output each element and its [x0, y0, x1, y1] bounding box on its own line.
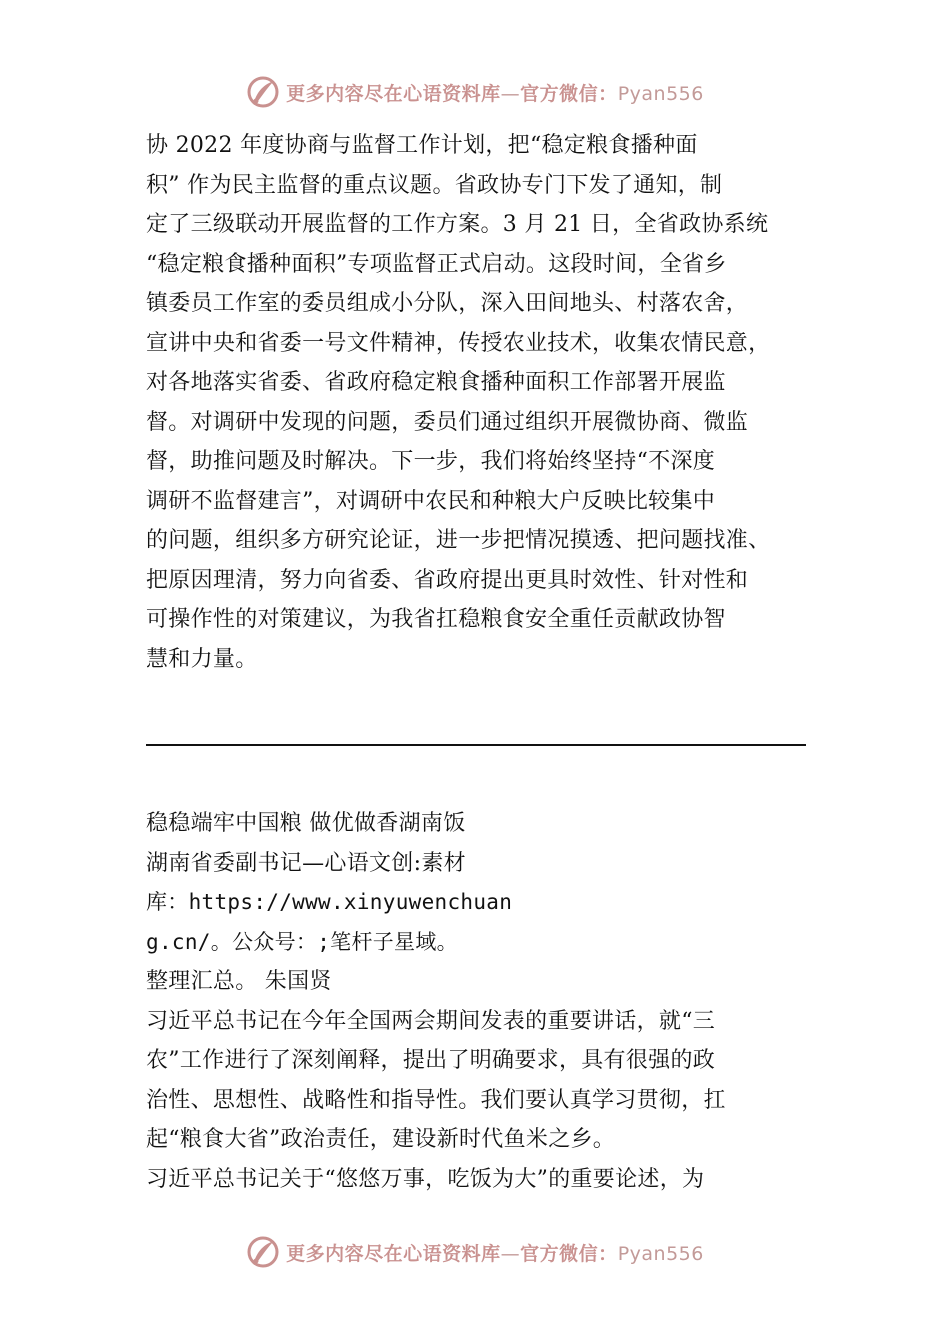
banner-text: [286, 79, 704, 106]
paragraph-line: “稳定粮食播种面积”专项监督正式启动。这段时间，全省乡: [146, 251, 727, 277]
footer-banner: [0, 1232, 950, 1272]
section-1-body: [146, 126, 846, 679]
paragraph-line: 慧和力量。: [146, 646, 258, 672]
paragraph-line: 农”工作进行了深刻阐释，提出了明确要求，具有很强的政: [146, 1048, 716, 1073]
paragraph-line: 把原因理清，努力向省委、省政府提出更具时效性、针对性和: [146, 567, 749, 593]
paragraph-line: 定了三级联动开展监督的工作方案。3 月 21 日，全省政协系统: [146, 212, 769, 237]
section-2-body: [146, 804, 846, 1199]
header-banner: [0, 72, 950, 112]
paragraph-line: 调研不监督建言”，对调研中农民和种粮大户反映比较集中: [146, 488, 716, 514]
paragraph-line: 镇委员工作室的委员组成小分队，深入田间地头、村落农舍，: [146, 291, 749, 316]
paragraph-line: 积” 作为民主监督的重点议题。省政协专门下发了通知，制: [146, 172, 723, 198]
banner-id: Pyan556: [617, 82, 704, 105]
banner-text: [286, 1239, 704, 1266]
byline-url: 库：https://www.xinyuwenchuan: [146, 890, 513, 914]
ink-brush-logo-icon: [246, 1235, 280, 1269]
banner-wechat: 官方微信：: [520, 82, 618, 105]
paragraph-line: 治性、思想性、战略性和指导性。我们要认真学习贯彻，扛: [146, 1087, 726, 1113]
byline: 湖南省委副书记—心语文创:素材: [146, 850, 466, 876]
paragraph-line: 宣讲中央和省委一号文件精神，传授农业技术，收集农情民意，: [146, 330, 771, 356]
byline-author: 整理汇总。 朱国贤: [146, 969, 332, 994]
byline-url-cont: g.cn/。公众号：;笔杆子星域。: [146, 929, 458, 954]
paragraph-line: 的问题，组织多方研究论证，进一步把情况摸透、把问题找准、: [146, 528, 771, 553]
banner-sep: —: [500, 1242, 521, 1265]
paragraph-line: 督，助推问题及时解决。下一步，我们将始终坚持“不深度: [146, 449, 716, 474]
paragraph-line: 习近平总书记关于“悠悠万事，吃饭为大”的重要论述，为: [146, 1166, 705, 1192]
banner-sep: —: [500, 82, 521, 105]
paragraph-line: 督。对调研中发现的问题，委员们通过组织开展微协商、微监: [146, 409, 749, 435]
article-title: 稳稳端牢中国粮 做优做香湖南饭: [146, 811, 466, 836]
banner-id: Pyan556: [617, 1242, 704, 1265]
section-divider: [146, 744, 806, 746]
paragraph-line: 可操作性的对策建议，为我省扛稳粮食安全重任贡献政协智: [146, 607, 726, 632]
paragraph-line: 起“粮食大省”政治责任，建设新时代鱼米之乡。: [146, 1127, 616, 1152]
banner-wechat: 官方微信：: [520, 1242, 618, 1265]
banner-main: 更多内容尽在心语资料库: [286, 82, 501, 105]
ink-brush-logo-icon: [246, 75, 280, 109]
paragraph-line: 习近平总书记在今年全国两会期间发表的重要讲话，就“三: [146, 1008, 716, 1034]
paragraph-line: 协 2022 年度协商与监督工作计划，把“稳定粮食播种面: [146, 133, 698, 158]
paragraph-line: 对各地落实省委、省政府稳定粮食播种面积工作部署开展监: [146, 370, 726, 395]
banner-main: 更多内容尽在心语资料库: [286, 1242, 501, 1265]
